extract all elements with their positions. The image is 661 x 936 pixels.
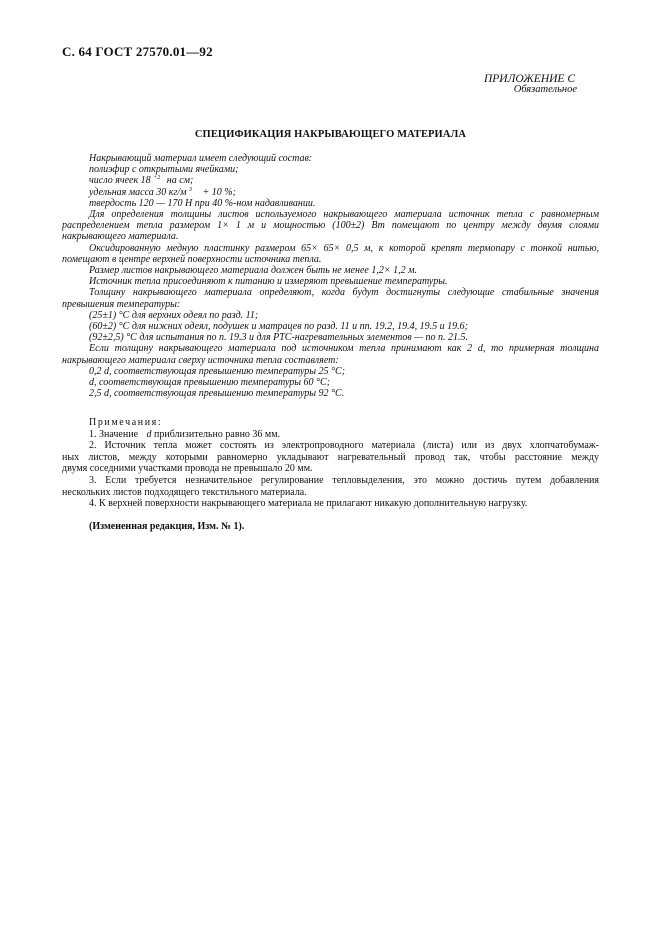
spec-line: Источник тепла присоединяют к питанию и измеряют превышение температуры.: [89, 276, 448, 288]
spec-line: (60±2) °С для нижних одеял, подушек и матрацев по разд. 11 и пп. 19.2, 19.4, 19.5 и 19.6;: [89, 321, 468, 333]
spec-text: удельная масса 30 кг/м: [89, 186, 187, 198]
notes-section: [62, 417, 599, 510]
note-line: 4. К верхней поверхности накрывающего материала не прилагают никакую дополнительную нагрузку.: [89, 498, 528, 510]
spec-line: (25±1) °С для верхних одеял по разд. 11;: [89, 309, 259, 321]
note-line: 3. Если требуется незначительное регулирование тепловыделения, это можно достичь путем добавления: [89, 474, 599, 486]
spec-line: твердость 120 — 170 Н при 40 %-ном надавливании.: [89, 197, 316, 209]
spec-line: [89, 175, 599, 186]
spec-line: [89, 187, 599, 198]
spec-superscript: +2: [153, 175, 161, 182]
spec-superscript: 3: [189, 186, 193, 193]
spec-text: на см;: [166, 175, 194, 187]
note-text: 1. Значение: [89, 428, 139, 440]
spec-line: накрывающего материала.: [62, 231, 179, 243]
note-variable: d: [146, 428, 152, 440]
note-text: приблизительно равно 36 мм.: [154, 428, 281, 440]
notes-heading: Примечания:: [89, 417, 163, 428]
appendix-status: Обязательное: [513, 84, 577, 95]
spec-line: помещают в центре верхней поверхности источника тепла.: [62, 253, 322, 265]
spec-line: Накрывающий материал имеет следующий состав:: [89, 153, 313, 164]
spec-text: число ячеек 18: [89, 175, 151, 187]
spec-line: полиэфир с открытыми ячейками;: [89, 164, 239, 176]
page-title: СПЕЦИФИКАЦИЯ НАКРЫВАЮЩЕГО МАТЕРИАЛА: [194, 129, 467, 140]
spec-text: + 10 %;: [202, 186, 236, 198]
spec-line: распределением тепла размером 1× 1 м и мощностью (100±2) Вт помещают по центру между двумя слоями: [62, 220, 599, 232]
note-line: ных листов, между которыми равномерно укладывают нагревательный провод так, чтобы расстояние между: [62, 451, 599, 463]
spec-section: [62, 153, 599, 400]
appendix-label: ПРИЛОЖЕНИЕ С: [483, 73, 575, 85]
spec-line: Для определения толщины листов используемого накрывающего материала источник тепла с равномерным: [89, 209, 599, 221]
edition-note: (Измененная редакция, Изм. № 1).: [89, 521, 245, 532]
note-line: двумя соседними участками провода не превышало 20 мм.: [62, 463, 313, 475]
page-header: С. 64 ГОСТ 27570.01—92: [62, 44, 213, 59]
spec-line: Толщину накрывающего материала определяют, когда будут достигнуты следующие стабильные значения: [89, 287, 599, 299]
note-line: 2. Источник тепла может состоять из электропроводного материала (листа) или из двух хлопчатобумаж-: [89, 440, 599, 452]
spec-line: Оксидированную медную пластинку размером 65× 65× 0,5 м, к которой крепят термопару с тонкой нитью,: [89, 242, 599, 254]
spec-line: Размер листов накрывающего материала должен быть не менее 1,2× 1,2 м.: [89, 265, 417, 277]
spec-line: (92±2,5) °С для испытания по п. 19.3 и для РТС-нагревательных элементов — по п. 21.5.: [89, 332, 469, 344]
spec-line: 0,2 d, соответствующая превышению температуры 25 °С;: [89, 365, 346, 377]
spec-line: превышения температуры:: [62, 298, 181, 310]
spec-line: Если толщину накрывающего материала под источником тепла принимают как 2 d, то примерная толщина: [89, 343, 599, 355]
note-line: нескольких листов подходящего текстильного материала.: [62, 486, 307, 498]
spec-line: накрывающего материала сверху источника тепла составляет:: [62, 354, 339, 366]
spec-line: d, соответствующая превышению температуры 60 °С;: [89, 377, 331, 389]
note-line: [89, 429, 599, 441]
spec-line: 2,5 d, соответствующая превышению температуры 92 °С.: [89, 388, 345, 400]
